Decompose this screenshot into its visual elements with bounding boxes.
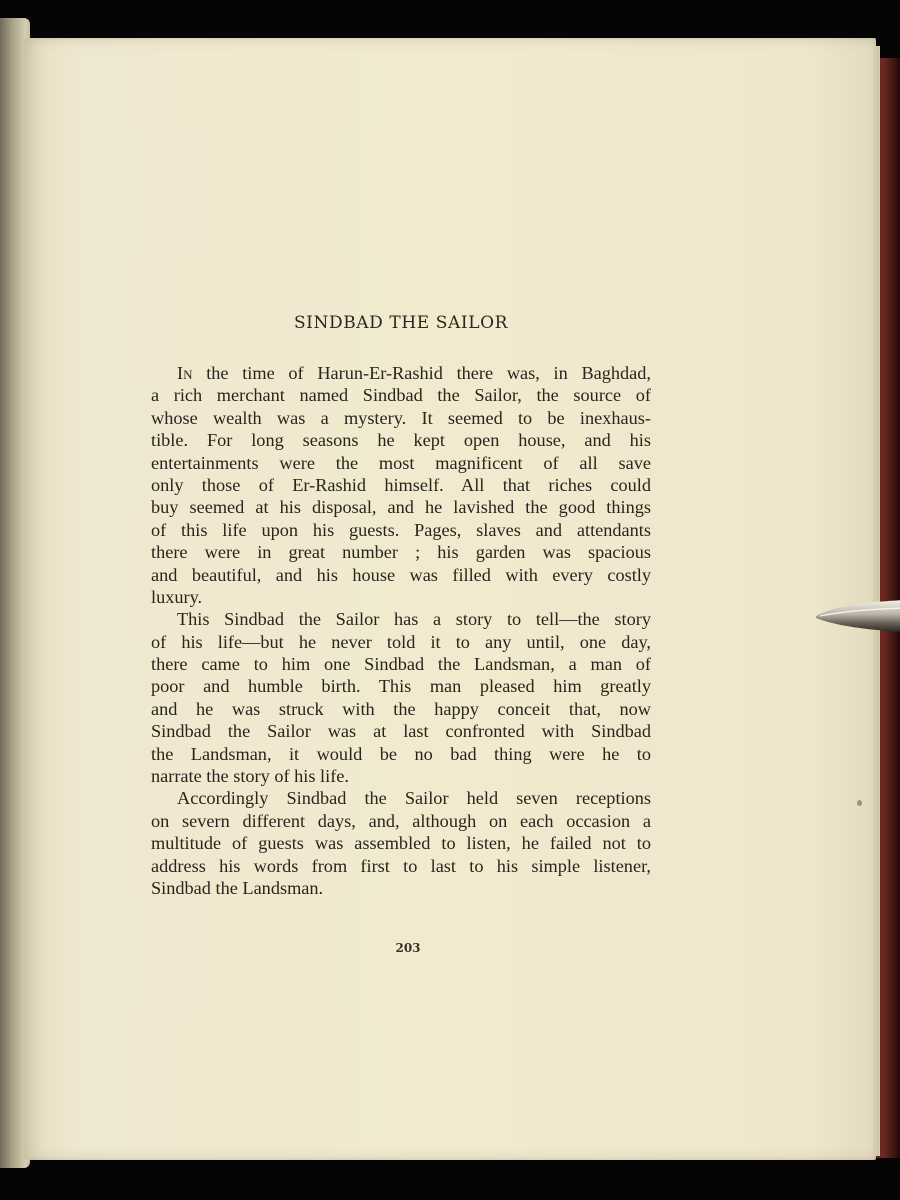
text-line: luxury.	[151, 586, 203, 607]
text-line: the Landsman, it would be no bad thing were he to	[151, 743, 651, 764]
chapter-body	[151, 362, 651, 899]
text-line: a rich merchant named Sindbad the Sailor, the source of	[151, 385, 651, 406]
paragraph-1	[151, 362, 651, 608]
text-line: there were in great number ; his garden was spacious	[151, 542, 651, 563]
text-line: of his life—but he never told it to any until, one day,	[151, 631, 651, 652]
text-line: tible. For long seasons he kept open house, and his	[151, 430, 651, 451]
text-line: on severn different days, and, although on each occasion a	[151, 810, 651, 831]
text-line: and he was struck with the happy conceit that, now	[151, 698, 651, 719]
paragraph-2	[151, 608, 651, 787]
text-line: Sindbad the Sailor was at last confronted with Sindbad	[151, 721, 651, 742]
paragraph-3	[151, 787, 651, 899]
text-line: poor and humble birth. This man pleased him greatly	[151, 676, 651, 697]
text-line: and beautiful, and his house was filled with every costly	[151, 564, 651, 585]
text-line: This Sindbad the Sailor has a story to tell—the story	[177, 609, 651, 630]
text-line: buy seemed at his disposal, and he lavished the good things	[151, 497, 651, 518]
text-line: whose wealth was a mystery. It seemed to be inexhaus-	[151, 407, 651, 428]
text-line: only those of Er-Rashid himself. All that riches could	[151, 474, 651, 495]
text-line: Sindbad the Landsman.	[151, 877, 324, 898]
page-number: 203	[395, 941, 421, 955]
text-line: address his words from first to last to his simple listener,	[151, 855, 651, 876]
chapter-title: SINDBAD THE SAILOR	[293, 313, 509, 333]
text-line: narrate the story of his life.	[151, 766, 349, 787]
line-text: the time of Harun-Er-Rashid there was, in Baghdad,	[206, 363, 651, 383]
text-line: multitude of guests was assembled to listen, he failed not to	[151, 833, 651, 854]
text-line: of this life upon his guests. Pages, slaves and attendants	[151, 519, 651, 540]
paper-blemish	[857, 800, 862, 806]
initial-word: In	[177, 363, 193, 383]
text-line: there came to him one Sindbad the Landsman, a man of	[151, 654, 651, 675]
text-line	[151, 362, 651, 384]
metal-clip-icon	[814, 598, 900, 636]
text-line: entertainments were the most magnificent of all save	[151, 452, 651, 473]
text-line: Accordingly Sindbad the Sailor held seven receptions	[177, 788, 651, 809]
